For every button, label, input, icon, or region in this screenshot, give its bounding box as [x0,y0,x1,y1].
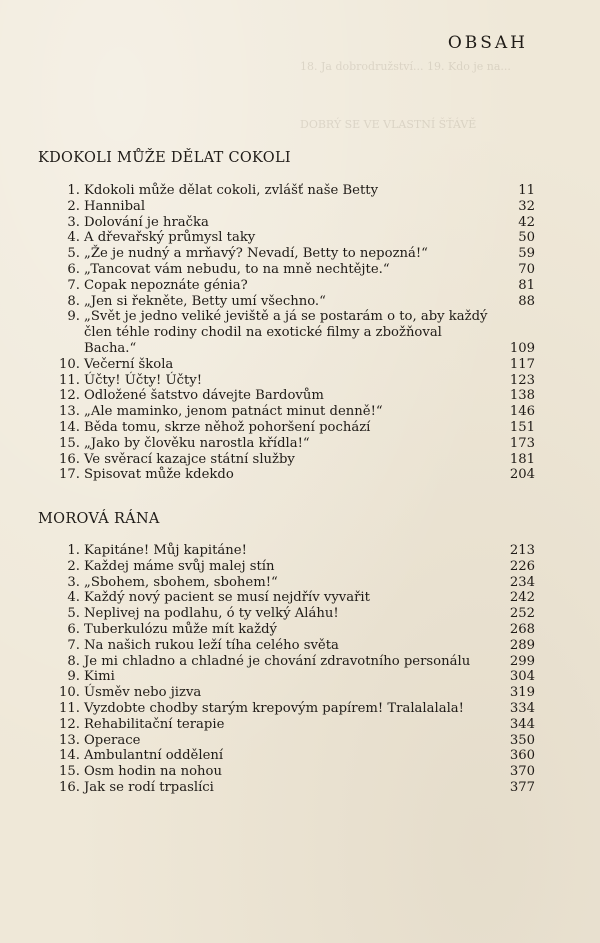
toc-entry [46,733,535,749]
entry-page: 252 [509,606,535,622]
entry-title: „Jako by člověku narostla křídla!“ [84,435,310,451]
entry-page: 204 [509,467,535,483]
entry-page: 350 [509,732,535,748]
entry-page: 70 [518,261,535,277]
entry-number: 4. [67,230,80,246]
entry-title: „Jen si řekněte, Betty umí všechno.“ [84,293,326,309]
entry-page: 360 [509,748,535,764]
entry-title: „Sbohem, sbohem, sbohem!“ [84,574,278,590]
toc-entry [46,467,535,483]
entry-number: 11. [59,700,80,716]
entry-page: 146 [509,404,535,420]
toc-entry [46,685,535,701]
toc-entry [46,606,535,622]
entry-number: 7. [67,277,80,293]
entry-title: Copak nepoznáte génia? [84,277,248,293]
entry-title: Operace [84,732,141,748]
entry-number: 13. [59,404,80,420]
toc-entry [46,764,535,780]
entry-page: 319 [509,685,535,701]
bleed-through-text: DOBRÝ SE VE VLASTNÍ ŠŤÁVĚ [300,118,477,131]
toc-entry [46,262,535,278]
entry-number: 9. [67,669,80,685]
entry-page: 138 [509,388,535,404]
entry-title: Každej máme svůj malej stín [84,558,275,574]
toc-entry [46,357,535,373]
toc-entry [46,294,535,310]
entry-number: 5. [67,246,80,262]
entry-page: 242 [509,590,535,606]
entry-page: 11 [518,183,535,198]
entry-title: Jak se rodí trpaslíci [84,779,214,795]
entry-title: Odložené šatstvo dávejte Bardovům [84,388,324,404]
entry-title: Běda tomu, skrze něhož pohoršení pochází [84,419,371,435]
entry-number: 12. [59,716,80,732]
entry-title: A dřevařský průmysl taky [84,230,256,246]
toc-entry [46,622,535,638]
entry-title: „Ale maminko, jenom patnáct minut denně!“ [84,404,383,420]
entry-title: Večerní škola [84,356,174,372]
entry-number: 15. [59,435,80,451]
entry-title: Je mi chladno a chladné je chování zdravotního personálu [84,653,471,669]
entry-title: Rehabilitační terapie [84,716,225,732]
entry-number: 16. [59,779,80,795]
toc-entry [46,420,535,436]
entry-number: 1. [67,543,80,558]
entry-page: 88 [518,293,535,309]
entry-page: 268 [509,621,535,637]
entry-number: 3. [67,574,80,590]
section-title: MOROVÁ RÁNA [38,511,160,527]
toc-entry [46,590,535,606]
entry-title: Každý nový pacient se musí nejdřív vyvařit [84,590,370,606]
toc-entry [46,278,535,294]
entry-title: „Svět je jedno veliké jeviště a já se postarám o to, aby každý člen téhle rodiny chodil na exotické filmy a zbožňoval Bacha.“ [84,309,488,356]
toc-entry [46,748,535,764]
entry-page: 59 [518,246,535,262]
entry-page: 289 [509,637,535,653]
entry-page: 226 [509,558,535,574]
running-head: OBSAH [447,33,528,53]
bleed-through-text: 18. Ja dobrodružství... 19. Kdo je na... [300,60,511,73]
toc-entry [46,183,535,199]
entry-title: Neplivej na podlahu, ó ty velký Aláhu! [84,606,339,622]
entry-number: 11. [59,372,80,388]
entry-number: 10. [59,685,80,701]
entry-number: 14. [59,748,80,764]
entry-page: 344 [509,716,535,732]
toc-entry [46,780,535,796]
entry-page: 304 [509,669,535,685]
toc-entry [46,452,535,468]
section-title: KDOKOLI MŮŽE DĚLAT COKOLI [38,150,291,166]
entry-number: 8. [67,653,80,669]
entry-number: 4. [67,590,80,606]
toc-entry [46,559,535,575]
entry-page: 213 [509,543,535,558]
entry-title: „Že je nudný a mrňavý? Nevadí, Betty to nepozná!“ [84,246,428,262]
entry-number: 9. [67,309,80,325]
toc-entry [46,388,535,404]
toc-entry [46,373,535,389]
entry-number: 6. [67,261,80,277]
entry-number: 3. [67,214,80,230]
entry-title: Ve svěrací kazajce státní služby [84,451,295,467]
toc-entry [46,436,535,452]
entry-page: 299 [509,653,535,669]
entry-page: 334 [509,700,535,716]
entry-number: 10. [59,356,80,372]
entry-title: Vyzdobte chodby starým krepovým papírem! Tralalalala! [84,700,464,716]
entry-title: Ambulantní oddělení [84,748,224,764]
entry-number: 1. [67,183,80,198]
toc-entry [46,717,535,733]
entry-number: 5. [67,606,80,622]
entry-title: Úsměv nebo jizva [84,685,202,701]
entry-page: 81 [518,277,535,293]
entry-number: 12. [59,388,80,404]
entry-page: 109 [509,340,535,356]
toc-entry [46,575,535,591]
entry-number: 15. [59,764,80,780]
entry-number: 16. [59,451,80,467]
toc-entry [46,199,535,215]
entry-title: Na našich rukou leží tíha celého světa [84,637,339,653]
toc-entry [46,669,535,685]
entry-page: 181 [509,451,535,467]
entry-page: 117 [509,356,535,372]
entry-page: 42 [518,214,535,230]
entry-number: 13. [59,732,80,748]
toc-entry [46,246,535,262]
entry-title: Kapitáne! Můj kapitáne! [84,543,247,558]
entry-number: 17. [59,467,80,483]
entry-page: 32 [518,198,535,214]
entry-title: Osm hodin na nohou [84,764,222,780]
entry-number: 2. [67,198,80,214]
entry-title: Účty! Účty! Účty! [84,372,203,388]
toc-entry [46,404,535,420]
toc-entry [46,654,535,670]
entry-title: Kdokoli může dělat cokoli, zvlášť naše Betty [84,183,379,198]
entry-number: 6. [67,621,80,637]
toc-entry [46,638,535,654]
entry-page: 173 [509,435,535,451]
toc-entry [46,543,535,559]
entry-title: Dolování je hračka [84,214,209,230]
toc-entry [46,309,535,356]
entry-title: Spisovat může kdekdo [84,467,234,483]
entry-title: Hannibal [84,198,146,214]
entry-page: 370 [509,764,535,780]
entry-number: 2. [67,558,80,574]
toc-entry [46,215,535,231]
entry-title: Tuberkulózu může mít každý [84,621,277,637]
entry-title: Kimi [84,669,115,685]
entry-page: 377 [509,779,535,795]
entry-page: 50 [518,230,535,246]
entry-page: 234 [509,574,535,590]
toc-list-section-1 [46,183,535,483]
entry-number: 7. [67,637,80,653]
toc-entry [46,230,535,246]
toc-entry [46,701,535,717]
toc-list-section-2 [46,543,535,796]
entry-page: 123 [509,372,535,388]
entry-page: 151 [509,419,535,435]
entry-number: 8. [67,293,80,309]
entry-number: 14. [59,419,80,435]
entry-title: „Tancovat vám nebudu, to na mně nechtějte.“ [84,261,390,277]
